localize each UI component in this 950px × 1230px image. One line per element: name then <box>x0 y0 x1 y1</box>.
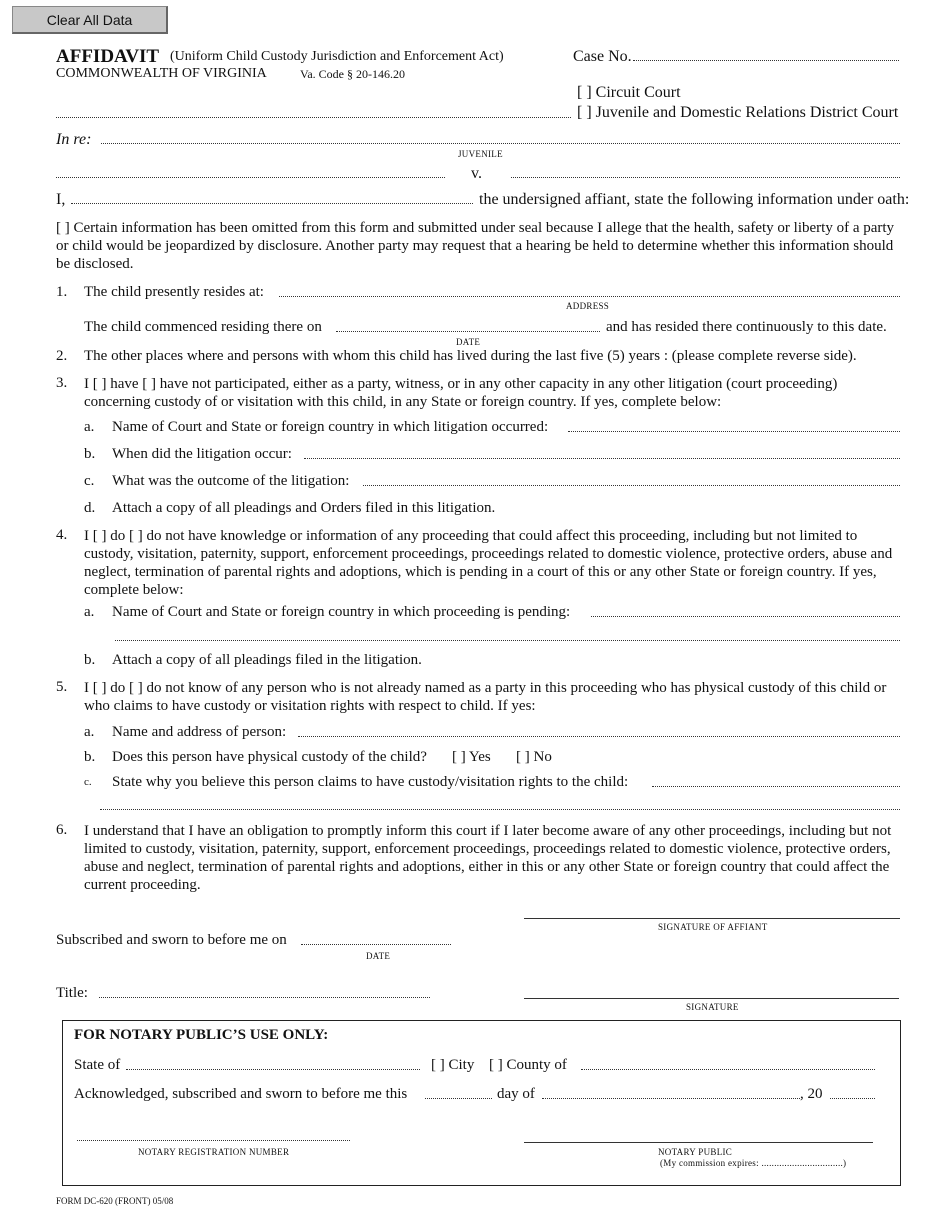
affiant-prefix: I, <box>56 191 66 208</box>
item-1-text: The child presently resides at: <box>84 284 264 300</box>
sworn-date-field[interactable] <box>301 944 451 945</box>
code-label: Va. Code § 20-146.20 <box>300 67 405 81</box>
party-two-field[interactable] <box>511 177 900 178</box>
notary-year-prefix: , 20 <box>800 1086 823 1102</box>
commenced-date-field[interactable] <box>336 331 600 332</box>
litigation-date-field[interactable] <box>304 458 900 459</box>
notary-day-field[interactable] <box>425 1098 492 1099</box>
item-4-number: 4. <box>56 527 68 543</box>
affiant-signature-line[interactable] <box>524 918 900 919</box>
in-re-label: In re: <box>56 131 92 148</box>
item-4-text: I [ ] do [ ] do not have knowledge or information of any proceeding that could affect this proceeding, including but not limited to custody, visitation, paternity, support, enforcement proceedings, proceedings related to domestic violence, protective orders, abuse and neglect, termination of parental rights and adoptions, which is pending in a court of this or any other State or foreign country. If yes, complete below: <box>84 528 893 598</box>
item-5b-text: Does this person have physical custody of the child? <box>112 749 427 765</box>
court-name-field[interactable] <box>56 117 571 118</box>
item-6-number: 6. <box>56 822 68 838</box>
notary-heading: FOR NOTARY PUBLIC’S USE ONLY: <box>74 1027 329 1043</box>
continued-text: and has resided there continuously to this date. <box>606 319 887 335</box>
item-3d-letter: d. <box>84 500 96 516</box>
custody-no-checkbox[interactable]: [ ] No <box>516 749 552 765</box>
sworn-date-caption: DATE <box>366 951 391 961</box>
item-1-number: 1. <box>56 284 68 300</box>
notary-county-checkbox[interactable]: [ ] County of <box>489 1057 567 1073</box>
custody-reason-field-line-2[interactable] <box>100 809 900 810</box>
clear-all-data-button[interactable]: Clear All Data <box>12 6 168 34</box>
signature-line[interactable] <box>524 998 899 999</box>
item-5a-text: Name and address of person: <box>112 724 287 740</box>
juvenile-caption: JUVENILE <box>458 149 503 159</box>
item-3-number: 3. <box>56 375 68 391</box>
notary-city-county-field[interactable] <box>581 1069 875 1070</box>
notary-registration-field[interactable] <box>77 1140 350 1141</box>
item-3-text: I [ ] have [ ] have not participated, either as a party, witness, or in any other capacity in any other litigation (court proceeding) concerning custody of or visitation with this child, in any State or foreign country. If yes, complete below: <box>84 376 838 410</box>
affiant-oath-text: the undersigned affiant, state the following information under oath: <box>479 191 910 208</box>
date-caption: DATE <box>456 337 481 347</box>
circuit-court-checkbox[interactable]: [ ] Circuit Court <box>577 84 681 101</box>
item-5b-letter: b. <box>84 749 96 765</box>
form-title: AFFIDAVIT <box>56 46 160 67</box>
item-3b-letter: b. <box>84 446 96 462</box>
party-one-field[interactable] <box>56 177 445 178</box>
notary-state-label: State of <box>74 1057 121 1073</box>
title-label: Title: <box>56 985 88 1001</box>
case-no-field[interactable] <box>633 60 899 61</box>
person-name-address-field[interactable] <box>298 736 900 737</box>
item-3a-letter: a. <box>84 419 95 435</box>
notary-registration-caption: NOTARY REGISTRATION NUMBER <box>138 1147 290 1157</box>
item-5-number: 5. <box>56 679 68 695</box>
item-5c-letter: c. <box>84 776 92 788</box>
notary-day-of-label: day of <box>497 1086 535 1102</box>
item-5c-text: State why you believe this person claims to have custody/visitation rights to the child: <box>112 774 629 790</box>
notary-month-field[interactable] <box>542 1098 800 1099</box>
jdr-court-checkbox[interactable]: [ ] Juvenile and Domestic Relations District Court <box>577 104 899 121</box>
item-4b-letter: b. <box>84 652 96 668</box>
item-5a-letter: a. <box>84 724 95 740</box>
form-id: FORM DC-620 (FRONT) 05/08 <box>56 1196 174 1206</box>
form-subtitle: (Uniform Child Custody Jurisdiction and Enforcement Act) <box>170 49 504 64</box>
custody-reason-field[interactable] <box>652 786 900 787</box>
item-3b-text: When did the litigation occur: <box>112 446 292 462</box>
litigation-court-field[interactable] <box>568 431 900 432</box>
item-2-text: The other places where and persons with whom this child has lived during the last five (5) years : (please complete reverse side). <box>84 348 857 364</box>
signature-caption: SIGNATURE <box>686 1002 739 1012</box>
versus-label: v. <box>471 165 482 182</box>
item-3c-text: What was the outcome of the litigation: <box>112 473 350 489</box>
pending-court-field[interactable] <box>591 616 900 617</box>
sworn-label: Subscribed and sworn to before me on <box>56 932 287 948</box>
in-re-juvenile-field[interactable] <box>101 143 900 144</box>
commenced-text: The child commenced residing there on <box>84 319 322 335</box>
custody-yes-checkbox[interactable]: [ ] Yes <box>452 749 491 765</box>
item-3d-text: Attach a copy of all pleadings and Orders filed in this litigation. <box>112 500 496 516</box>
item-4b-text: Attach a copy of all pleadings filed in the litigation. <box>112 652 422 668</box>
item-4a-letter: a. <box>84 604 95 620</box>
address-caption: ADDRESS <box>566 301 610 311</box>
title-field[interactable] <box>99 997 430 998</box>
notary-public-signature-line[interactable] <box>524 1142 873 1143</box>
notary-year-field[interactable] <box>830 1098 875 1099</box>
commonwealth-label: COMMONWEALTH OF VIRGINIA <box>56 66 267 81</box>
affiant-name-field[interactable] <box>71 203 473 204</box>
pending-court-field-line-2[interactable] <box>115 640 900 641</box>
notary-state-field[interactable] <box>126 1069 420 1070</box>
child-address-field[interactable] <box>279 296 900 297</box>
item-6-text: I understand that I have an obligation to promptly inform this court if I later become aware of any other proceedings, including but not limited to custody, visitation, paternity, support, enforcement proceedings, proceedings related to domestic violence, protective orders, abuse and neglect, termination of parental rights and adoptions, either in this or any other State or foreign country that could affect the current proceeding. <box>84 823 892 893</box>
item-2-number: 2. <box>56 348 68 364</box>
affiant-signature-caption: SIGNATURE OF AFFIANT <box>658 922 768 932</box>
litigation-outcome-field[interactable] <box>363 485 900 486</box>
notary-commission-text: (My commission expires: ................................) <box>660 1158 847 1168</box>
notary-public-caption: NOTARY PUBLIC <box>658 1147 733 1157</box>
notary-ack-label: Acknowledged, subscribed and sworn to before me this <box>74 1086 408 1102</box>
sealed-notice: [ ] Certain information has been omitted from this form and submitted under seal because I allege that the health, safety or liberty of a party or child would be jeopardized by disclosure. Another party may request that a hearing be held to determine whether this information should be disclosed. <box>56 220 895 272</box>
case-no-label: Case No. <box>573 48 632 65</box>
item-4a-text: Name of Court and State or foreign country in which proceeding is pending: <box>112 604 571 620</box>
notary-city-checkbox[interactable]: [ ] City <box>431 1057 475 1073</box>
item-3a-text: Name of Court and State or foreign country in which litigation occurred: <box>112 419 549 435</box>
item-5-text: I [ ] do [ ] do not know of any person who is not already named as a party in this proceeding who has physical custody of this child or who claims to have custody or visitation rights with respect to child. If yes: <box>84 680 887 714</box>
item-3c-letter: c. <box>84 473 95 489</box>
